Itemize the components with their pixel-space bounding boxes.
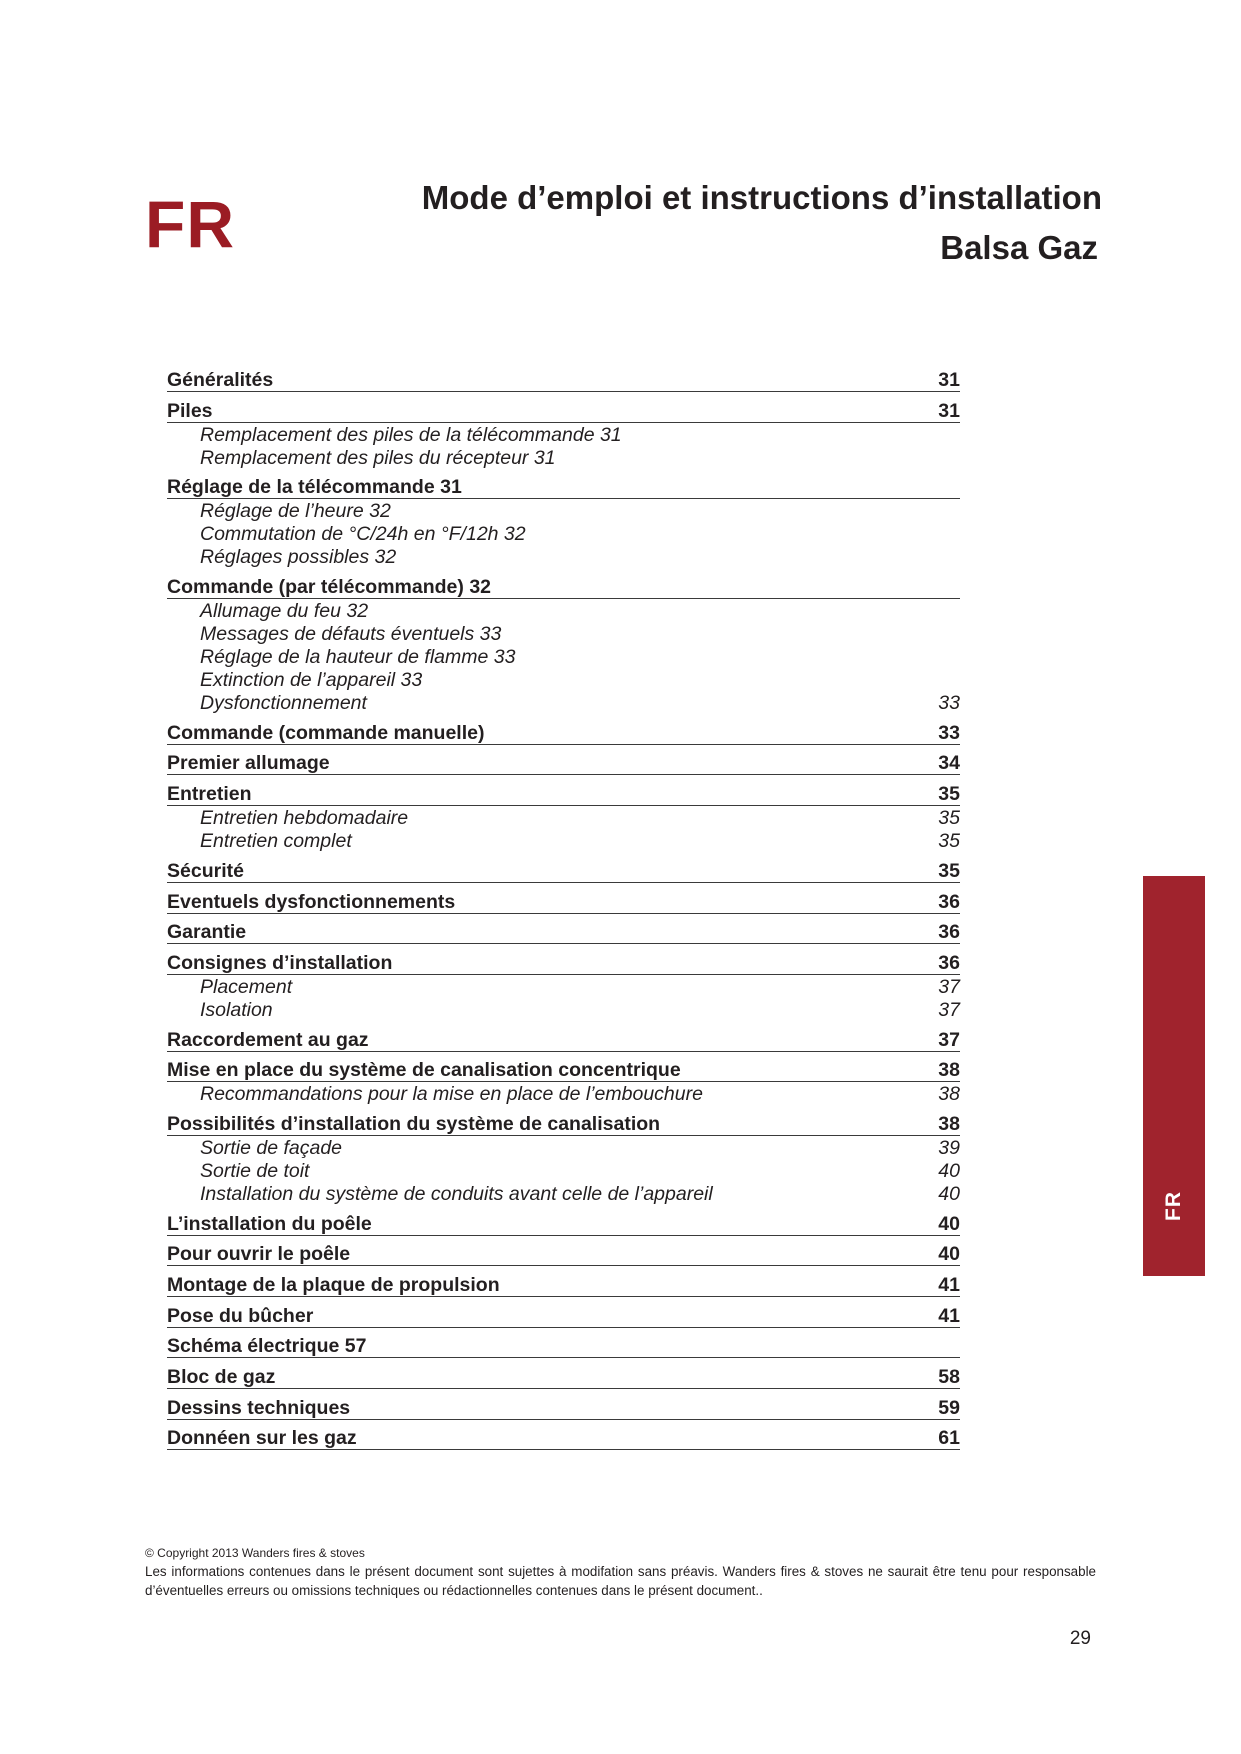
language-side-tab <box>1143 876 1205 1276</box>
toc-entry-title: Eventuels dysfonctionnements <box>167 890 456 913</box>
toc-entry-title: L’installation du poêle <box>167 1212 372 1235</box>
toc-entry-title: Bloc de gaz <box>167 1366 276 1389</box>
toc-entry <box>167 775 960 806</box>
toc-entry-page: 58 <box>938 1366 960 1389</box>
footer <box>145 1545 1096 1600</box>
document-title: Mode d’emploi et instructions d’installation <box>421 179 1102 216</box>
toc-subentry <box>167 599 960 622</box>
toc-subentry <box>167 545 960 568</box>
language-code: FR <box>145 187 235 261</box>
toc-entry-title: Pose du bûcher <box>167 1304 314 1327</box>
toc-entry-title: Isolation <box>200 998 273 1021</box>
toc-subentry <box>167 522 960 545</box>
toc-entry-title: Dessins techniques <box>167 1396 351 1419</box>
toc-entry-title: Commande (par télécommande) 32 <box>167 576 492 599</box>
toc-entry <box>167 362 960 392</box>
toc-entry-title: Sécurité <box>167 859 244 882</box>
toc-entry-page: 38 <box>938 1112 960 1135</box>
toc-entry-title: Allumage du feu 32 <box>200 600 369 623</box>
toc-entry-page: 35 <box>938 830 960 853</box>
toc-entry <box>167 1266 960 1297</box>
toc-entry-title: Sortie de façade <box>200 1136 343 1159</box>
toc-subentry <box>167 668 960 691</box>
page-number: 29 <box>1069 1628 1091 1649</box>
toc-entry <box>167 469 960 500</box>
toc-entry <box>167 1389 960 1420</box>
toc-subentry <box>167 1182 960 1205</box>
toc-entry <box>167 1328 960 1359</box>
toc-entry <box>167 1205 960 1236</box>
toc-entry-page: 33 <box>938 692 960 715</box>
toc-entry-title: Réglages possibles 32 <box>200 546 397 569</box>
toc-entry <box>167 1052 960 1083</box>
toc-entry-title: Donnéen sur les gaz <box>167 1427 357 1450</box>
toc-entry-page: 37 <box>938 998 960 1021</box>
toc-entry <box>167 1420 960 1451</box>
toc-entry <box>167 392 960 423</box>
toc-entry-page: 40 <box>938 1182 960 1205</box>
toc-entry-title: Remplacement des piles du récepteur 31 <box>200 446 556 469</box>
toc-entry-page: 61 <box>938 1427 960 1450</box>
toc-entry <box>167 714 960 745</box>
toc-entry-page: 39 <box>938 1136 960 1159</box>
toc-entry-title: Garantie <box>167 921 247 944</box>
side-tab-label: FR <box>1162 1191 1185 1221</box>
toc-entry-title: Sortie de toit <box>200 1159 310 1182</box>
toc-entry <box>167 1105 960 1136</box>
copyright-notice: © Copyright 2013 Wanders fires & stoves <box>145 1546 365 1560</box>
toc-entry-page: 38 <box>938 1059 960 1082</box>
toc-entry-title: Consignes d’installation <box>167 951 393 974</box>
toc-entry-title: Piles <box>167 399 213 422</box>
toc-entry <box>167 852 960 883</box>
toc-entry-page: 36 <box>938 951 960 974</box>
toc-entry-title: Extinction de l’appareil 33 <box>200 669 423 692</box>
toc-entry-page: 34 <box>938 752 960 775</box>
toc-entry-page: 41 <box>938 1304 960 1327</box>
toc-entry-page: 38 <box>938 1083 960 1106</box>
toc-entry-title: Possibilités d’installation du système de canalisation <box>167 1112 661 1135</box>
toc-subentry <box>167 1159 960 1182</box>
toc-entry-title: Messages de défauts éventuels 33 <box>200 623 502 646</box>
toc-entry-page: 37 <box>938 975 960 998</box>
toc-subentry <box>167 691 960 714</box>
toc-entry-page: 41 <box>938 1274 960 1296</box>
toc-entry-title: Entretien <box>167 783 252 806</box>
toc-subentry <box>167 622 960 645</box>
toc-entry-title: Raccordement au gaz <box>167 1028 369 1051</box>
toc-entry-page: 59 <box>938 1396 960 1419</box>
toc-entry-page: 40 <box>938 1243 960 1266</box>
toc-entry-title: Recommandations pour la mise en place de l’embouchure <box>200 1083 703 1106</box>
toc-entry-title: Réglage de la hauteur de flamme 33 <box>200 646 516 669</box>
toc-entry-page: 35 <box>938 859 960 882</box>
toc-subentry <box>167 998 960 1021</box>
toc-entry-page: 33 <box>938 721 960 744</box>
toc-entry-title: Commutation de °C/24h en °F/12h 32 <box>200 523 526 546</box>
disclaimer: Les informations contenues dans le présent document sont sujettes à modifation sans préavis. Wanders fires & stoves ne saurait être tenu pour responsable d’éventuelles erreurs ou omissions techniques ou rédactionnelles contenues dans le présent document.. <box>145 1564 1096 1598</box>
toc-subentry <box>167 645 960 668</box>
table-of-contents <box>167 362 960 1450</box>
document-subtitle: Balsa Gaz <box>940 229 1098 266</box>
toc-subentry <box>167 446 960 469</box>
toc-entry-title: Remplacement des piles de la télécommande 31 <box>200 423 622 446</box>
toc-subentry <box>167 423 960 446</box>
toc-subentry <box>167 829 960 852</box>
toc-entry-page: 31 <box>938 369 960 391</box>
toc-entry-title: Entretien complet <box>200 830 352 853</box>
toc-entry-title: Premier allumage <box>167 752 330 775</box>
toc-entry <box>167 745 960 776</box>
toc-entry <box>167 568 960 599</box>
toc-subentry <box>167 806 960 829</box>
toc-entry-page: 36 <box>938 890 960 913</box>
toc-entry-page: 31 <box>938 399 960 422</box>
toc-entry <box>167 1021 960 1052</box>
toc-entry <box>167 944 960 975</box>
toc-entry <box>167 1358 960 1389</box>
toc-subentry <box>167 1082 960 1105</box>
toc-entry-title: Montage de la plaque de propulsion <box>167 1274 500 1296</box>
toc-entry-page: 35 <box>938 783 960 806</box>
toc-entry-page: 40 <box>938 1212 960 1235</box>
toc-entry-title: Généralités <box>167 369 274 391</box>
toc-entry <box>167 1297 960 1328</box>
toc-entry-title: Installation du système de conduits avant celle de l’appareil <box>200 1182 713 1205</box>
toc-subentry <box>167 975 960 998</box>
toc-entry-title: Réglage de la télécommande 31 <box>167 476 462 499</box>
toc-entry-title: Commande (commande manuelle) <box>167 721 485 744</box>
toc-entry-title: Placement <box>200 975 293 998</box>
toc-entry-title: Schéma électrique 57 <box>167 1335 367 1358</box>
toc-entry <box>167 1236 960 1267</box>
toc-subentry <box>167 1136 960 1159</box>
toc-entry-title: Pour ouvrir le poêle <box>167 1243 351 1266</box>
toc-entry <box>167 883 960 914</box>
toc-entry-page: 40 <box>938 1159 960 1182</box>
toc-subentry <box>167 499 960 522</box>
toc-entry <box>167 914 960 945</box>
toc-entry-page: 35 <box>938 807 960 830</box>
toc-entry-title: Mise en place du système de canalisation concentrique <box>167 1059 681 1082</box>
toc-entry-title: Entretien hebdomadaire <box>200 807 409 830</box>
toc-entry-title: Dysfonctionnement <box>200 692 367 715</box>
toc-entry-page: 37 <box>938 1028 960 1051</box>
toc-entry-page: 36 <box>938 921 960 944</box>
toc-entry-title: Réglage de l’heure 32 <box>200 500 391 523</box>
